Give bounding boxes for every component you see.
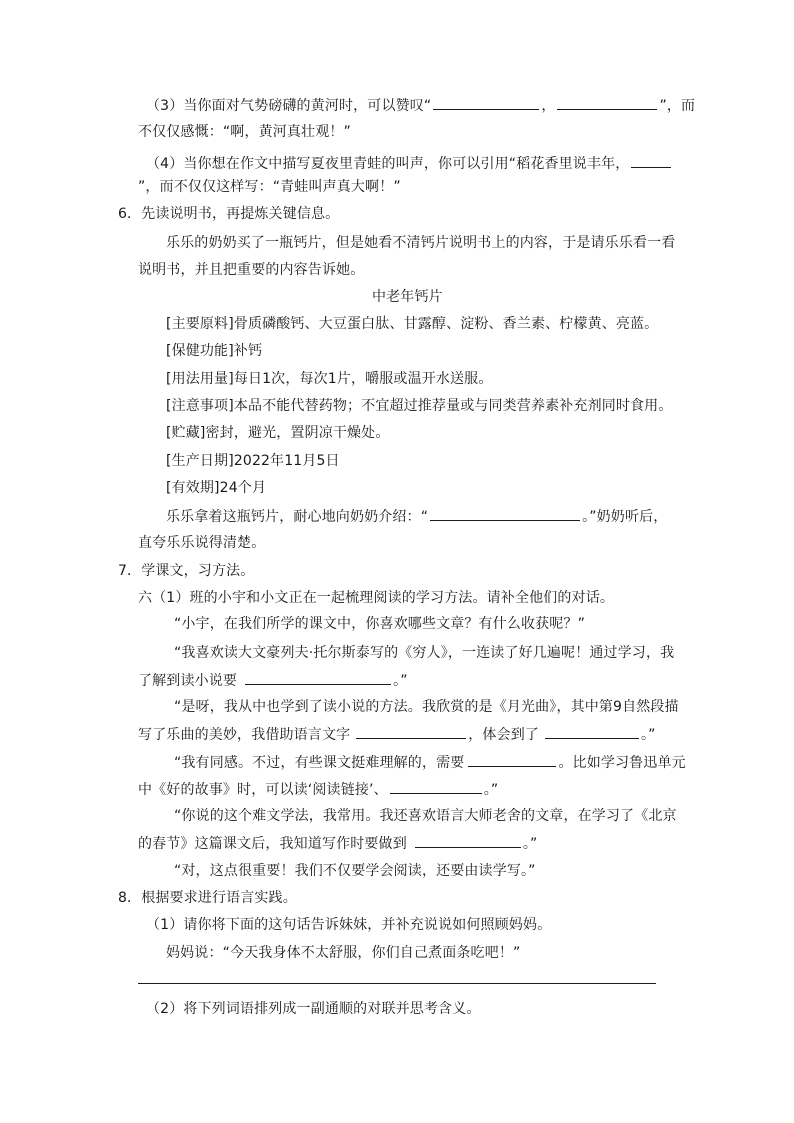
- q7-d2-text-b: 。”: [393, 673, 408, 689]
- q7-d3-text-b: ，体会到了: [468, 727, 539, 743]
- q8-sub-question-2: （2）将下列词语排列成一副通顺的对联并思考含义。: [146, 1001, 481, 1017]
- q7-intro: 六（1）班的小宇和小文正在一起梳理阅读的学习方法。请补全他们的对话。: [138, 590, 615, 606]
- q7-dialogue-5-line-1: “你说的这个难文学法，我常用。我还喜欢语言大师老舍的文章，在学习了《北京: [174, 808, 677, 824]
- q5-4-line-1: [146, 153, 673, 174]
- q7-d4-text-d: 。”: [483, 782, 499, 798]
- q6-item-cautions: [注意事项]本品不能代替药物；不宜超过推荐量或与同类营养素补充剂同时食用。: [166, 398, 673, 414]
- q7-dialogue-4-line-2: [138, 779, 498, 800]
- q7-dialogue-3-line-1: “是呀，我从中也学到了读小说的方法。我欣赏的是《月光曲》，其中第9自然段描: [174, 699, 679, 715]
- answer-blank[interactable]: [433, 95, 539, 110]
- q5-3-line-1: [146, 95, 695, 116]
- q7-d3-text-c: 。”: [641, 727, 656, 743]
- answer-line[interactable]: [138, 983, 656, 984]
- q5-3-line-2: [138, 122, 351, 142]
- q7-d4-text-a: “我有同感。不过，有些课文挺难理解的，需要: [174, 755, 465, 771]
- q8-sub-question-1: （1）请你将下面的这句话告诉妹妹，并补充说说如何照顾妈妈。: [146, 917, 552, 933]
- q7-dialogue-2-line-1: “我喜欢读大文豪列夫·托尔斯泰写的《穷人》，一连读了好几遍呢！通过学习，我: [174, 645, 675, 661]
- q5-3-text-line-2: 不仅仅感慨：“啊，黄河真壮观！”: [138, 124, 351, 140]
- q6-outro-text-a: 乐乐拿着这瓶钙片，耐心地向奶奶介绍：“: [166, 509, 429, 525]
- answer-blank[interactable]: [415, 833, 521, 848]
- q7-d4-text-c: 中《好的故事》时，可以读‘阅读链接’、: [138, 782, 388, 798]
- q6-intro-line-1: 乐乐的奶奶买了一瓶钙片，但是她看不清钙片说明书上的内容，于是请乐乐看一看: [166, 235, 676, 251]
- q6-outro-line-2: 直夸乐乐说得清楚。: [138, 535, 266, 551]
- q5-4-line-2: [138, 177, 401, 197]
- answer-blank[interactable]: [245, 670, 391, 685]
- q6-item-function: [保健功能]补钙: [166, 343, 263, 359]
- answer-blank[interactable]: [468, 752, 556, 767]
- q5-3-text-c: ”，而: [659, 98, 696, 114]
- q7-dialogue-6: “对，这点很重要！我们不仅要学会阅读，还要由读学写。”: [174, 863, 536, 879]
- q6-item-ingredients: [主要原料]骨质磷酸钙、大豆蛋白肽、甘露醇、淀粉、香兰素、柠檬黄、亮蓝。: [166, 316, 659, 332]
- q6-heading: 6．先读说明书，再提炼关键信息。: [118, 206, 340, 222]
- q6-intro-line-2: 说明书，并且把重要的内容告诉她。: [138, 262, 365, 278]
- answer-blank[interactable]: [430, 506, 580, 521]
- q7-dialogue-4-line-1: [174, 752, 686, 773]
- q7-d5-text-b: 。”: [522, 836, 538, 852]
- q5-4-text-line-2: ”，而不仅仅这样写：“青蛙叫声真大啊！”: [138, 179, 401, 195]
- q7-dialogue-1: “小宇，在我们所学的课文中，你喜欢哪些文章？有什么收获呢？”: [174, 616, 586, 632]
- q7-d3-text-a: 写了乐曲的美妙，我借助语言文字: [138, 727, 351, 743]
- q7-heading: 7．学课文，习方法。: [118, 563, 255, 579]
- q6-item-dosage: [用法用量]每日1次，每次1片，嚼服或温开水送服。: [166, 371, 493, 387]
- answer-blank[interactable]: [390, 779, 482, 794]
- q6-outro-text-b: 。”奶奶听后，: [582, 509, 668, 525]
- q6-item-shelf-life: [有效期]24个月: [166, 480, 267, 496]
- q8-quote: 妈妈说：“今天我身体不太舒服，你们自己煮面条吃吧！”: [166, 945, 521, 961]
- answer-blank[interactable]: [356, 724, 466, 739]
- answer-blank[interactable]: [631, 153, 671, 168]
- q7-dialogue-3-line-2: [138, 724, 656, 745]
- q8-heading: 8．根据要求进行语言实践。: [118, 890, 297, 906]
- q7-d5-text-a: 的春节》这篇课文后，我知道写作时要做到: [138, 836, 407, 852]
- q7-dialogue-2-line-2: [138, 670, 408, 691]
- q5-3-text-b: ，: [541, 98, 556, 114]
- q6-item-storage: [贮藏]密封，避光，置阴凉干燥处。: [166, 425, 390, 441]
- q7-d4-text-b: 。比如学习鲁迅单元: [558, 755, 686, 771]
- q5-3-text-a: （3）当你面对气势磅礴的黄河时，可以赞叹“: [146, 98, 432, 114]
- q6-outro-line-1: [166, 506, 667, 527]
- q7-d2-text-a: 了解到读小说要: [138, 673, 238, 689]
- q5-4-text: （4）当你想在作文中描写夏夜里青蛙的叫声，你可以引用“稻花香里说丰年，: [146, 156, 630, 172]
- answer-blank[interactable]: [545, 724, 639, 739]
- q6-item-production-date: [生产日期]2022年11月5日: [166, 453, 340, 469]
- q7-dialogue-5-line-2: [138, 833, 537, 854]
- answer-blank[interactable]: [557, 95, 657, 110]
- q6-product-title: 中老年钙片: [372, 289, 443, 305]
